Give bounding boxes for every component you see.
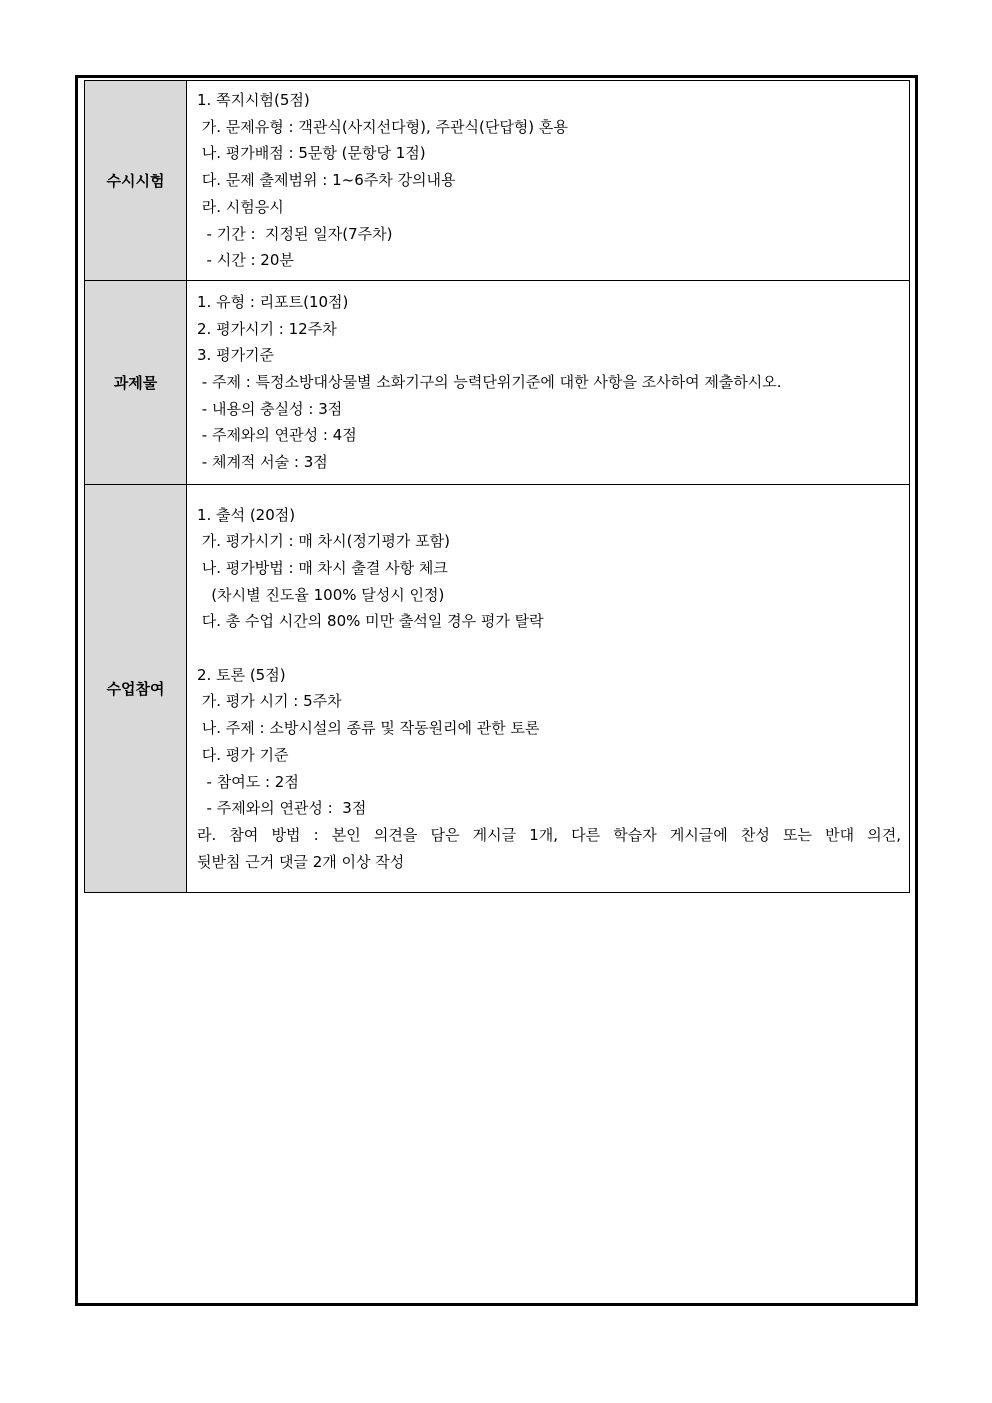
table-row-quiz xyxy=(85,81,910,281)
content-line: 다. 총 수업 시간의 80% 미만 출석일 경우 평가 탈락 xyxy=(197,612,544,631)
content-line: 1. 출석 (20점) xyxy=(197,505,296,524)
table-row-participation xyxy=(85,484,910,892)
content-line: 3. 평가기준 xyxy=(197,346,275,365)
evaluation-table xyxy=(84,80,910,893)
content-line: 다. 문제 출제범위 : 1~6주차 강의내용 xyxy=(197,171,456,190)
content-cell xyxy=(187,81,910,281)
content-line: 나. 평가방법 : 매 차시 출결 사항 체크 xyxy=(197,558,448,577)
content-cell xyxy=(187,484,910,892)
content-line: - 기간 : 지정된 일자(7주차) xyxy=(197,224,393,243)
content-line: 라. 참여 방법 : 본인 의견을 담은 게시글 1개, 다른 학습자 게시글에 찬성 또는 반대 의견, xyxy=(197,825,901,844)
content-line: - 내용의 충실성 : 3점 xyxy=(197,399,343,418)
content-cell xyxy=(187,280,910,484)
content-line: - 주제 : 특정소방대상물별 소화기구의 능력단위기준에 대한 사항을 조사하여 제출하시오. xyxy=(197,373,782,392)
content-line: 나. 평가배점 : 5문항 (문항당 1점) xyxy=(197,144,426,163)
category-cell: 수시시험 xyxy=(85,81,187,281)
content-line: 1. 유형 : 리포트(10점) xyxy=(197,292,349,311)
content-line: 다. 평가 기준 xyxy=(197,745,289,764)
content-line: 2. 평가시기 : 12주차 xyxy=(197,319,337,338)
category-cell: 수업참여 xyxy=(85,484,187,892)
content-line: - 주제와의 연관성 : 3점 xyxy=(197,799,367,818)
content-line: 1. 쪽지시험(5점) xyxy=(197,91,310,109)
content-line: 가. 평가 시기 : 5주차 xyxy=(197,692,342,711)
content-line: 라. 시험응시 xyxy=(197,197,284,216)
content-line: 나. 주제 : 소방시설의 종류 및 작동원리에 관한 토론 xyxy=(197,719,540,738)
category-cell: 과제물 xyxy=(85,280,187,484)
content-line: 뒷받침 근거 댓글 2개 이상 작성 xyxy=(197,852,405,871)
content-line xyxy=(197,635,901,662)
content-line: - 시간 : 20분 xyxy=(197,251,294,270)
content-line: - 체계적 서술 : 3점 xyxy=(197,453,328,472)
content-line: 가. 평가시기 : 매 차시(정기평가 포함) xyxy=(197,532,450,551)
content-line: - 참여도 : 2점 xyxy=(197,772,299,791)
content-line: - 주제와의 연관성 : 4점 xyxy=(197,426,357,445)
content-line: 2. 토론 (5점) xyxy=(197,665,286,684)
content-line: 가. 문제유형 : 객관식(사지선다형), 주관식(단답형) 혼용 xyxy=(197,117,568,136)
table-row-assignment xyxy=(85,280,910,484)
content-line: (차시별 진도율 100% 달성시 인정) xyxy=(197,585,445,604)
